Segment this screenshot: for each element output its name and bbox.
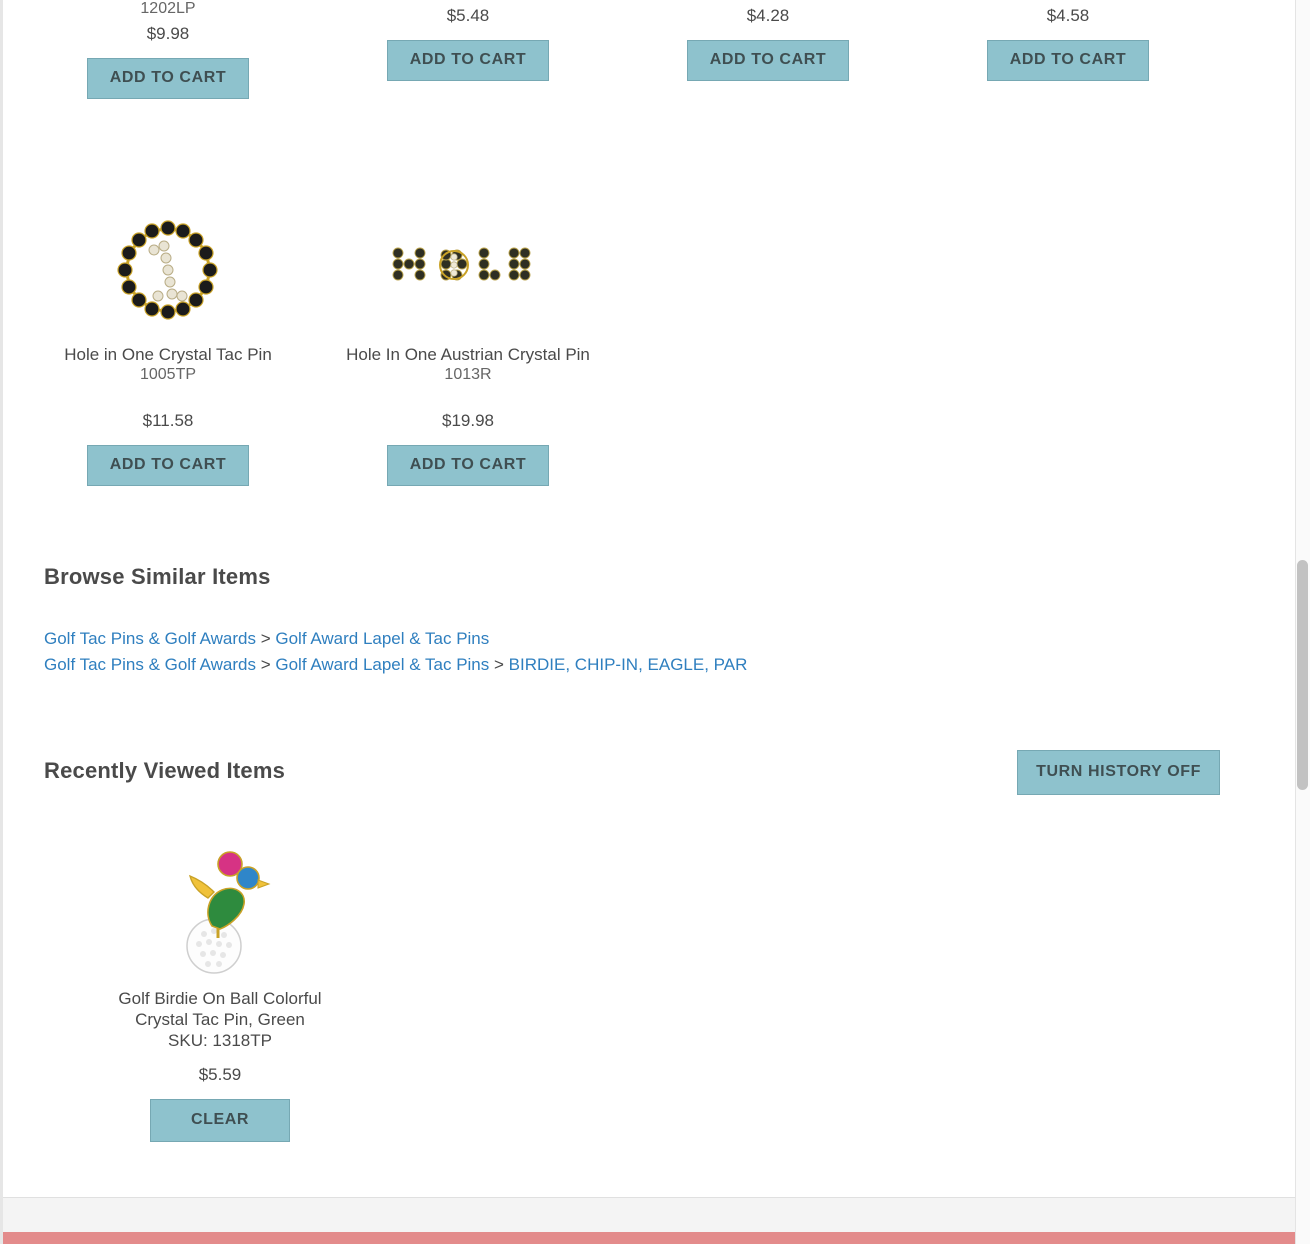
breadcrumb-link[interactable]: Golf Tac Pins & Golf Awards: [44, 655, 256, 674]
add-to-cart-button[interactable]: ADD TO CART: [987, 40, 1150, 81]
product-price: $11.58: [142, 411, 194, 430]
list-item-title-line2[interactable]: Crystal Tac Pin, Green: [135, 1010, 305, 1029]
footer-divider: [3, 1197, 1310, 1232]
product-title[interactable]: Hole In One Austrian Crystal Pin: [346, 345, 590, 364]
product-title[interactable]: Hole in One Crystal Tac Pin: [64, 345, 272, 364]
product-card[interactable]: [318, 195, 618, 486]
list-item-title-line1[interactable]: Golf Birdie On Ball Colorful: [118, 989, 322, 1008]
breadcrumb-separator: >: [260, 655, 271, 674]
product-price: $4.58: [1046, 6, 1090, 25]
product-card[interactable]: [318, 0, 618, 99]
breadcrumb-separator: >: [494, 655, 504, 674]
add-to-cart-button[interactable]: ADD TO CART: [87, 445, 250, 486]
breadcrumb-link[interactable]: BIRDIE, CHIP-IN, EAGLE, PAR: [508, 655, 748, 674]
recently-viewed-section: [0, 758, 1280, 1142]
product-price: $4.28: [746, 6, 790, 25]
breadcrumb-link[interactable]: Golf Award Lapel & Tac Pins: [275, 655, 490, 674]
breadcrumb: [44, 652, 1280, 678]
similar-items-breadcrumbs: [0, 626, 1280, 678]
list-item[interactable]: [100, 828, 340, 1142]
add-to-cart-button[interactable]: ADD TO CART: [87, 58, 250, 99]
browse-similar-items-section: [0, 564, 1280, 678]
breadcrumb-link[interactable]: Golf Tac Pins & Golf Awards: [44, 629, 256, 648]
recently-viewed-grid: [0, 828, 1280, 1142]
product-grid-row-second: [0, 195, 1280, 486]
product-sku: 1013R: [444, 366, 492, 383]
clear-button[interactable]: CLEAR: [150, 1099, 290, 1142]
scrollbar-thumb[interactable]: [1297, 560, 1308, 790]
product-card[interactable]: [18, 0, 318, 99]
product-price: $9.98: [146, 24, 190, 43]
hole-in-one-austrian-crystal-pin-image[interactable]: [326, 195, 610, 345]
footer-accent-bar: [3, 1232, 1310, 1244]
recently-viewed-heading: Recently Viewed Items: [44, 758, 286, 783]
product-grid-row-top: [0, 0, 1280, 99]
product-card[interactable]: [18, 195, 318, 486]
add-to-cart-button[interactable]: ADD TO CART: [687, 40, 850, 81]
list-item-sku: SKU: 1318TP: [168, 1031, 272, 1050]
browse-similar-heading: Browse Similar Items: [44, 564, 271, 589]
hole-in-one-crystal-tac-pin-image[interactable]: [26, 195, 310, 345]
golf-birdie-on-ball-tac-pin-image[interactable]: [100, 828, 340, 988]
list-item-price: $5.59: [198, 1065, 242, 1084]
breadcrumb-separator: >: [260, 629, 271, 648]
add-to-cart-button[interactable]: ADD TO CART: [387, 445, 550, 486]
product-sku: 1202LP: [140, 0, 196, 17]
turn-history-off-button[interactable]: TURN HISTORY OFF: [1017, 750, 1220, 795]
add-to-cart-button[interactable]: ADD TO CART: [387, 40, 550, 81]
breadcrumb: [44, 626, 1280, 652]
product-price: $5.48: [446, 6, 490, 25]
page-scrollbar[interactable]: [1295, 0, 1310, 1244]
breadcrumb-link[interactable]: Golf Award Lapel & Tac Pins: [275, 629, 490, 648]
product-card[interactable]: [918, 0, 1218, 99]
product-sku: 1005TP: [139, 366, 197, 383]
product-card[interactable]: [618, 0, 918, 99]
product-price: $19.98: [442, 411, 494, 430]
